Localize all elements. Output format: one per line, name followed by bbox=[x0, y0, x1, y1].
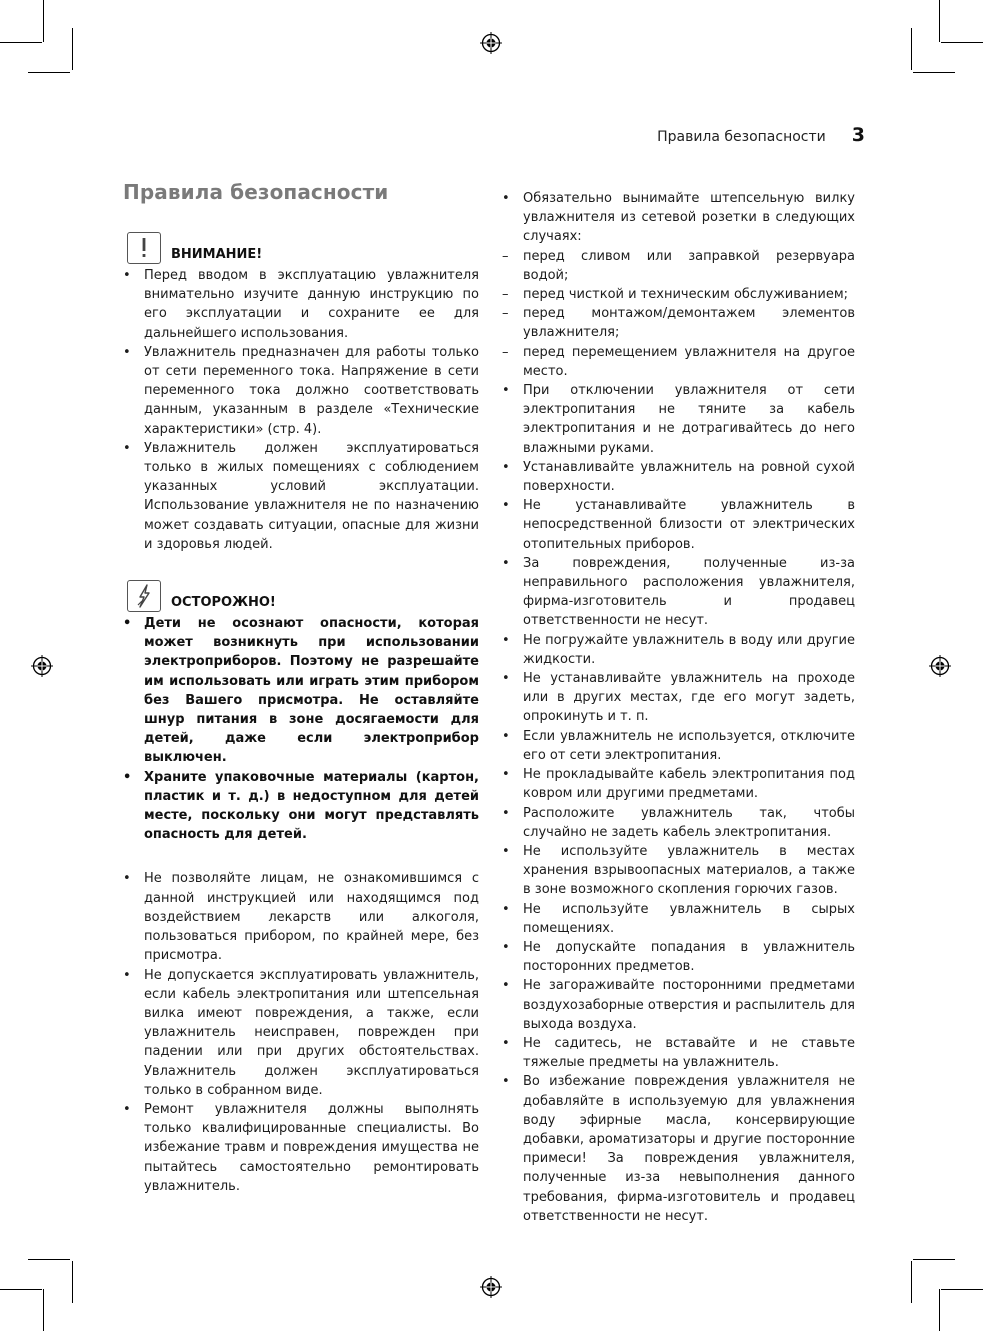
right-column bbox=[502, 189, 855, 1226]
left-column bbox=[123, 180, 479, 1196]
list-item: • Обязательно вынимайте штепсельную вилку увлажнителя из сетевой розетки в следующих случаях: bbox=[502, 191, 855, 245]
list-item: • Не погружайте увлажнитель в воду или другие жидкости. bbox=[502, 632, 855, 667]
list-item: • Не допускается эксплуатировать увлажнитель, если кабель электропитания или штепсельная вилка имеют повреждения, а также, если увлажнитель неисправен, поврежден при падении или при других обстоятельствах. Увлажнитель должен эксплуатироваться только в собранном виде. bbox=[123, 967, 479, 1098]
list-item: • Увлажнитель должен эксплуатироваться только в жилых помещениях с соблюдением указанных условий эксплуатации. Использование увлажнителя не по назначению может создавать ситуации, опасные для жизни и здоровья людей. bbox=[123, 440, 479, 552]
list-item: – перед сливом или заправкой резервуара водой; bbox=[502, 248, 855, 283]
warning-label: ВНИМАНИЕ! bbox=[171, 247, 263, 262]
page-number: 3 bbox=[851, 124, 865, 146]
caution-label: ОСТОРОЖНО! bbox=[171, 595, 276, 611]
list-item: • Не допускайте попадания в увлажнитель посторонних предметов. bbox=[502, 939, 855, 975]
list-item: • Если увлажнитель не используется, отключите его от сети электропитания. bbox=[502, 728, 855, 763]
list-item: – перед чисткой и техническим обслуживанием; bbox=[502, 287, 849, 303]
list-item: • Не устанавливайте увлажнитель в непосредственной близости от электрических отопительных приборов. bbox=[502, 498, 855, 552]
list-item: • Не используйте увлажнитель в сырых помещениях. bbox=[502, 901, 855, 936]
list-item: • Не загораживайте посторонними предметами воздухозаборные отверстия и распылитель для выхода воздуха. bbox=[502, 978, 855, 1032]
list-item: • Перед вводом в эксплуатацию увлажнителя внимательно изучите данную инструкцию по его эксплуатации и сохраните ее для дальнейшего использования. bbox=[123, 268, 479, 341]
list-item: • За повреждения, полученные из-за неправильного расположения увлажнителя, фирма-изготовитель и продавец ответственности не несут. bbox=[502, 555, 855, 629]
caution-notice bbox=[127, 580, 479, 612]
list-item: • Устанавливайте увлажнитель на ровной сухой поверхности. bbox=[502, 459, 855, 495]
list-item: • Не устанавливайте увлажнитель на проходе или в других местах, где его могут задеть, опрокинуть и т. п. bbox=[502, 671, 855, 725]
running-title: Правила безопасности bbox=[657, 129, 826, 145]
list-item: • При отключении увлажнителя от сети электропитания не тяните за кабель электропитания и не дотрагивайтесь до него влажными руками. bbox=[502, 383, 855, 456]
lightning-icon bbox=[127, 580, 161, 612]
list-item: • Дети не осознают опасности, которая может возникнуть при использовании электроприборов. Поэтому не разрешайте им использовать или играть этим прибором без Вашего присмотра. Не оставляйте шнур питания в зоне досягаемости для детей, даже если электроприбор выключен. bbox=[123, 616, 479, 766]
list-item: • Расположите увлажнитель так, чтобы случайно не задеть кабель электропитания. bbox=[502, 805, 855, 840]
running-header bbox=[657, 124, 865, 146]
list-item: – перед перемещением увлажнителя на другое место. bbox=[502, 344, 855, 379]
list-item: • Не позволяйте лицам, не ознакомившимся с данной инструкцией или находящимся под воздействием лекарств или алкоголя, пользоваться прибором, по крайней мере, без присмотра. bbox=[123, 871, 479, 964]
right-list bbox=[502, 189, 855, 1226]
list-item: • Увлажнитель предназначен для работы только от сети переменного тока. Напряжение в сети переменного тока должно соответствовать данным, указанным в разделе «Технические характеристики» (стр. 4). bbox=[123, 344, 479, 437]
general-list bbox=[123, 869, 479, 1195]
list-item: • Во избежание повреждения увлажнителя не добавляйте в используемую для увлажнения воду эфирные масла, консервирующие добавки, ароматизаторы и другие посторонние примеси! За повреждения увлажнителя, полученные из-за невыполнения данного требования, фирма-изготовитель и продавец ответственности не несут. bbox=[502, 1074, 855, 1224]
list-item: • Храните упаковочные материалы (картон, пластик и т. д.) в недоступном для детей месте, поскольку они могут представлять опасность для детей. bbox=[123, 769, 479, 843]
page-title: Правила безопасности bbox=[123, 180, 389, 204]
registration-mark-icon bbox=[31, 655, 53, 677]
registration-mark-icon bbox=[480, 1276, 502, 1298]
registration-mark-icon bbox=[929, 655, 951, 677]
caution-list bbox=[123, 614, 479, 844]
warning-list bbox=[123, 266, 479, 554]
list-item: • Не прокладывайте кабель электропитания под ковром или другими предметами. bbox=[502, 767, 855, 802]
registration-mark-icon bbox=[480, 32, 502, 54]
exclamation-icon bbox=[127, 232, 161, 264]
list-item: • Не садитесь, не вставайте и не ставьте тяжелые предметы на увлажнитель. bbox=[502, 1035, 855, 1071]
list-item: • Не используйте увлажнитель в местах хранения взрывоопасных материалов, а также в зоне возможного скопления горючих газов. bbox=[502, 843, 855, 898]
list-item: – перед монтажом/демонтажем элементов увлажнителя; bbox=[502, 306, 855, 341]
warning-notice bbox=[127, 232, 479, 264]
list-item: • Ремонт увлажнителя должны выполнять только квалифицированные специалисты. Во избежание травм и повреждения имущества не пытайтесь самостоятельно ремонтировать увлажнитель. bbox=[123, 1101, 479, 1194]
